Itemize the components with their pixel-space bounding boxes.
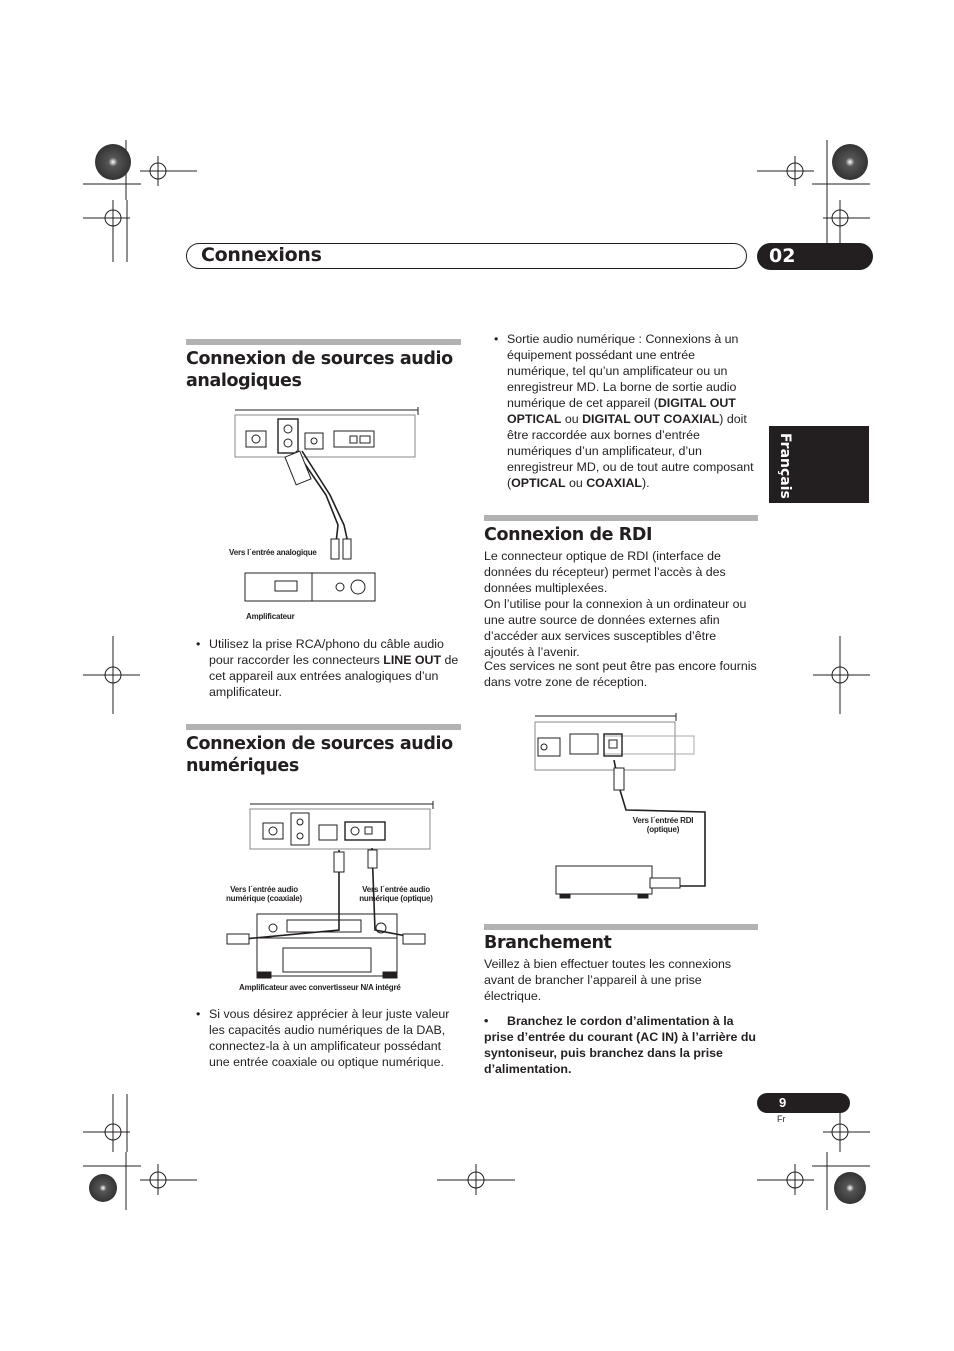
page-number: 9 [757, 1093, 850, 1113]
rdi-paragraph-1: Le connecteur optique de RDI (interface de données du récepteur) permet l’accès à des données multiplexées. [484, 549, 726, 595]
bullet-marker: • [196, 637, 201, 651]
rdi-paragraph-3: Ces services ne sont peut être pas encore fournis dans votre zone de réception. [484, 659, 757, 689]
caption-amplifier: Amplificateur [246, 612, 295, 621]
power-instruction: Branchez le cordon d’alimentation à la prise d’entrée du courant (AC IN) à l’arrière du syntoniseur, puis branchez dans la prise d’alimentation. [484, 1014, 756, 1076]
caption-coaxial-input: Vers l´entrée audio numérique (coaxiale) [225, 885, 303, 903]
analog-instruction: Utilisez la prise RCA/phono du câble audio pour raccorder les connecteurs LINE OUT de cet appareil aux entrées analogiques d’un amplificateur. [209, 637, 459, 699]
rdi-paragraph-2: On l’utilise pour la connexion à un ordinateur ou une autre source de données externes afin d’accéder aux services susceptibles d’être ajoutés à l’avenir. [484, 597, 747, 659]
section-rule [186, 724, 461, 730]
section-rule [484, 515, 758, 521]
caption-dac-amplifier: Amplificateur avec convertisseur N/A intégré [239, 983, 401, 992]
bullet-marker: • [196, 1007, 201, 1021]
rdi-connection-diagram [530, 710, 720, 900]
chapter-title: Connexions [201, 244, 322, 266]
bullet-marker: • [494, 332, 499, 346]
digital-instruction: Si vous désirez apprécier à leur juste valeur les capacités audio numériques de la DAB, connectez-la à un amplificateur possédant une entrée coaxiale ou optique numérique. [209, 1007, 450, 1069]
section-rule [186, 339, 461, 345]
analog-section-title: Connexion de sources audio analogiques [186, 349, 453, 391]
caption-optical-input: Vers l´entrée audio numérique (optique) [359, 885, 433, 903]
digital-section-title: Connexion de sources audio numériques [186, 734, 453, 776]
rdi-section-title: Connexion de RDI [484, 525, 653, 545]
page-language-code: Fr [777, 1114, 786, 1124]
power-paragraph: Veillez à bien effectuer toutes les connexions avant de brancher l’appareil à une prise électrique. [484, 957, 732, 1003]
power-section-title: Branchement [484, 933, 612, 953]
digital-output-description: Sortie audio numérique : Connexions à un équipement possédant une entrée numérique, tel qu’un amplificateur ou un enregistreur MD. La borne de sortie audio numérique de cet appareil (DIGITAL OUT OPTICAL ou DIGITAL OUT COAXIAL) doit être raccordée aux bornes d’entrée numériques d’un amplificateur, d’un enregistreur MD, ou de tout autre composant (OPTICAL ou COAXIAL). [507, 332, 754, 490]
bullet-marker: • [484, 1014, 489, 1028]
analog-connection-diagram [230, 405, 430, 615]
caption-analog-input: Vers l´entrée analogique [229, 548, 317, 557]
section-rule [484, 924, 758, 930]
chapter-number: 02 [757, 243, 873, 270]
language-tab-label: Français [777, 433, 793, 499]
caption-rdi-input: Vers l´entrée RDI (optique) [632, 816, 694, 834]
